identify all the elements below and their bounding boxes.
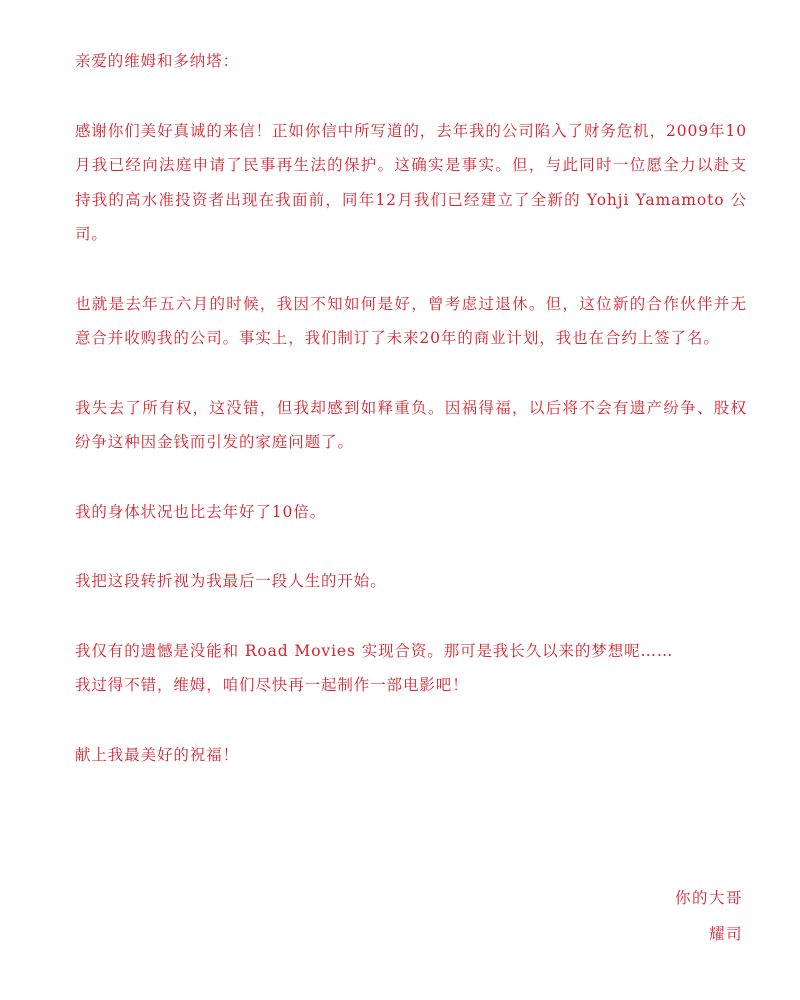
paragraph-regret: 我仅有的遗憾是没能和 Road Movies 实现合资。那可是我长久以来的梦想呢…… <box>75 641 674 660</box>
greeting: 亲爱的维姆和多纳塔： <box>75 52 240 70</box>
paragraph-ownership: 我失去了所有权，这没错，但我却感到如释重负。因祸得福，以后将不会有遗产纷争、股权纷争这种因金钱而引发的家庭问题了。 <box>75 398 747 451</box>
paragraph-movie-wish: 我过得不错，维姆，咱们尽快再一起制作一部电影吧！ <box>75 676 469 694</box>
signature-name: 耀司 <box>708 925 743 943</box>
letter-body <box>75 44 747 807</box>
paragraph-retirement: 也就是去年五六月的时候，我因不知如何是好，曾考虑过退休。但，这位新的合作伙伴并无意合并收购我的公司。事实上，我们制订了未来20年的商业计划，我也在合约上签了名。 <box>75 294 747 347</box>
paragraph-health: 我的身体状况也比去年好了10倍。 <box>75 502 327 521</box>
signature-block <box>675 880 743 952</box>
signature-title: 你的大哥 <box>674 889 743 907</box>
paragraph-financial-crisis: 感谢你们美好真诚的来信！正如你信中所写道的，去年我的公司陷入了财务危机，2009年10月我已经向法庭申请了民事再生法的保护。这确实是事实。但，与此同时一位愿全力以赴支持我的高水准投资者出现在我面前，同年12月我们已经建立了全新的 Yohji Yamamoto 公司。 <box>75 121 747 243</box>
paragraph-new-beginning: 我把这段转折视为我最后一段人生的开始。 <box>75 572 387 590</box>
closing-line: 献上我最美好的祝福！ <box>75 745 240 764</box>
